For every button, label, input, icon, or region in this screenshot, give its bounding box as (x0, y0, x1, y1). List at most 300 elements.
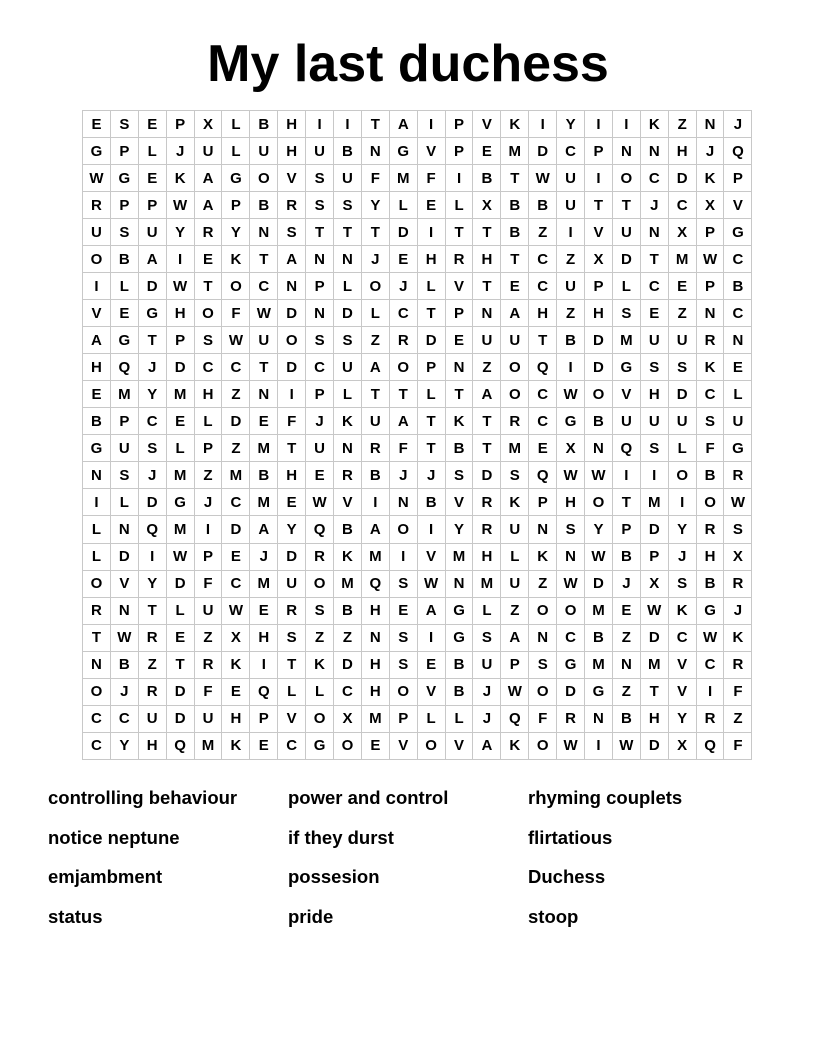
grid-cell: O (83, 246, 111, 273)
grid-cell: N (110, 516, 138, 543)
grid-cell: P (724, 165, 752, 192)
grid-cell: V (585, 219, 613, 246)
grid-cell: N (361, 624, 389, 651)
grid-row (83, 570, 752, 597)
grid-cell: U (138, 219, 166, 246)
grid-cell: L (445, 705, 473, 732)
grid-cell: Y (138, 381, 166, 408)
grid-cell: N (110, 597, 138, 624)
word-list-item: possesion (288, 866, 380, 887)
grid-cell: F (278, 408, 306, 435)
grid-cell: B (612, 543, 640, 570)
grid-cell: R (696, 327, 724, 354)
grid-cell: Q (612, 435, 640, 462)
grid-cell: R (138, 624, 166, 651)
grid-cell: R (557, 705, 585, 732)
grid-cell: W (696, 624, 724, 651)
grid-cell: T (138, 327, 166, 354)
grid-cell: J (306, 408, 334, 435)
grid-cell: U (194, 705, 222, 732)
grid-cell: V (445, 732, 473, 759)
grid-cell: D (278, 543, 306, 570)
grid-cell: J (724, 597, 752, 624)
grid-cell: D (585, 354, 613, 381)
grid-cell: R (724, 570, 752, 597)
grid-cell: C (557, 138, 585, 165)
grid-cell: H (696, 543, 724, 570)
grid-cell: E (222, 678, 250, 705)
grid-cell: Q (361, 570, 389, 597)
grid-cell: E (612, 597, 640, 624)
grid-row (83, 543, 752, 570)
grid-cell: Q (696, 732, 724, 759)
grid-cell: Z (529, 219, 557, 246)
grid-cell: T (640, 246, 668, 273)
grid-cell: L (166, 435, 194, 462)
grid-cell: C (529, 408, 557, 435)
grid-cell: E (83, 111, 111, 138)
grid-cell: Z (557, 300, 585, 327)
grid-cell: K (668, 597, 696, 624)
grid-cell: H (194, 381, 222, 408)
grid-cell: E (361, 732, 389, 759)
grid-cell: S (278, 219, 306, 246)
grid-cell: E (668, 273, 696, 300)
grid-cell: Y (668, 705, 696, 732)
grid-cell: D (334, 300, 362, 327)
grid-cell: O (557, 597, 585, 624)
grid-cell: I (585, 165, 613, 192)
grid-cell: E (222, 543, 250, 570)
grid-cell: C (696, 651, 724, 678)
grid-cell: E (306, 462, 334, 489)
grid-cell: L (417, 705, 445, 732)
grid-cell: W (696, 246, 724, 273)
grid-cell: K (334, 408, 362, 435)
grid-cell: N (361, 138, 389, 165)
grid-cell: G (83, 435, 111, 462)
grid-cell: G (696, 597, 724, 624)
grid-cell: L (110, 489, 138, 516)
grid-cell: C (529, 246, 557, 273)
grid-cell: U (250, 327, 278, 354)
grid-cell: B (529, 192, 557, 219)
grid-row (83, 192, 752, 219)
grid-cell: G (110, 327, 138, 354)
grid-cell: J (194, 489, 222, 516)
grid-cell: B (250, 111, 278, 138)
grid-cell: U (83, 219, 111, 246)
grid-cell: V (473, 111, 501, 138)
grid-cell: B (445, 435, 473, 462)
grid-cell: P (696, 273, 724, 300)
grid-cell: B (724, 273, 752, 300)
grid-cell: S (110, 111, 138, 138)
grid-cell: S (501, 462, 529, 489)
grid-cell: N (557, 543, 585, 570)
grid-cell: L (222, 111, 250, 138)
grid-row (83, 354, 752, 381)
grid-cell: E (250, 408, 278, 435)
grid-cell: T (445, 381, 473, 408)
grid-cell: N (696, 111, 724, 138)
grid-cell: N (612, 138, 640, 165)
grid-cell: I (585, 732, 613, 759)
grid-cell: I (194, 516, 222, 543)
grid-cell: C (83, 705, 111, 732)
grid-cell: S (557, 516, 585, 543)
grid-cell: E (110, 300, 138, 327)
grid-cell: A (194, 192, 222, 219)
grid-row (83, 435, 752, 462)
grid-cell: R (83, 597, 111, 624)
grid-cell: T (250, 354, 278, 381)
grid-cell: W (529, 165, 557, 192)
grid-cell: T (83, 624, 111, 651)
word-list-item: pride (288, 905, 334, 927)
grid-cell: Z (724, 705, 752, 732)
grid-cell: R (389, 327, 417, 354)
grid-cell: O (585, 381, 613, 408)
grid-cell: Q (724, 138, 752, 165)
grid-cell: N (83, 462, 111, 489)
grid-cell: D (222, 516, 250, 543)
grid-cell: N (250, 381, 278, 408)
grid-cell: G (445, 624, 473, 651)
grid-cell: V (389, 732, 417, 759)
grid-cell: O (222, 273, 250, 300)
grid-cell: U (501, 570, 529, 597)
grid-cell: K (696, 165, 724, 192)
grid-cell: H (361, 597, 389, 624)
grid-cell: U (501, 327, 529, 354)
grid-cell: M (110, 381, 138, 408)
grid-cell: B (445, 678, 473, 705)
grid-cell: K (222, 732, 250, 759)
grid-cell: C (529, 381, 557, 408)
grid-cell: F (696, 435, 724, 462)
grid-cell: O (668, 462, 696, 489)
grid-cell: W (557, 570, 585, 597)
grid-cell: S (389, 570, 417, 597)
grid-cell: K (334, 543, 362, 570)
grid-cell: A (361, 516, 389, 543)
grid-cell: D (557, 678, 585, 705)
grid-cell: I (83, 273, 111, 300)
grid-cell: Y (166, 219, 194, 246)
grid-cell: K (222, 651, 250, 678)
grid-cell: D (278, 354, 306, 381)
grid-cell: Z (306, 624, 334, 651)
grid-cell: K (501, 732, 529, 759)
grid-cell: U (612, 219, 640, 246)
grid-cell: B (557, 327, 585, 354)
grid-cell: K (222, 246, 250, 273)
grid-cell: Q (529, 354, 557, 381)
grid-cell: C (389, 300, 417, 327)
grid-cell: Y (445, 516, 473, 543)
grid-cell: C (724, 246, 752, 273)
grid-cell: J (389, 462, 417, 489)
grid-cell: L (278, 678, 306, 705)
grid-cell: N (529, 624, 557, 651)
grid-cell: G (166, 489, 194, 516)
grid-cell: U (640, 327, 668, 354)
grid-cell: O (361, 273, 389, 300)
grid-cell: X (222, 624, 250, 651)
grid-cell: W (222, 597, 250, 624)
grid-cell: Y (557, 111, 585, 138)
grid-cell: S (668, 570, 696, 597)
grid-cell: R (445, 246, 473, 273)
grid-cell: N (445, 354, 473, 381)
grid-cell: I (417, 516, 445, 543)
grid-cell: U (557, 273, 585, 300)
grid-cell: J (612, 570, 640, 597)
grid-cell: T (473, 435, 501, 462)
grid-cell: K (501, 111, 529, 138)
grid-cell: K (696, 354, 724, 381)
grid-cell: N (612, 651, 640, 678)
grid-cell: D (473, 462, 501, 489)
grid-cell: I (278, 381, 306, 408)
grid-row (83, 246, 752, 273)
grid-cell: K (445, 408, 473, 435)
grid-cell: Q (166, 732, 194, 759)
grid-cell: Y (278, 516, 306, 543)
grid-cell: W (166, 543, 194, 570)
grid-cell: O (250, 165, 278, 192)
word-list-item: Duchess (528, 866, 606, 887)
word-list-item: power and control (288, 787, 449, 808)
grid-cell: V (668, 678, 696, 705)
grid-cell: G (306, 732, 334, 759)
grid-cell: T (473, 408, 501, 435)
grid-cell: M (166, 462, 194, 489)
grid-cell: F (389, 435, 417, 462)
grid-cell: R (696, 516, 724, 543)
grid-cell: P (445, 111, 473, 138)
grid-cell: G (83, 138, 111, 165)
grid-cell: L (361, 300, 389, 327)
grid-cell: G (724, 435, 752, 462)
grid-cell: E (389, 597, 417, 624)
grid-cell: H (417, 246, 445, 273)
grid-cell: M (501, 138, 529, 165)
grid-cell: X (194, 111, 222, 138)
grid-cell: L (334, 381, 362, 408)
grid-cell: S (306, 597, 334, 624)
grid-cell: S (696, 408, 724, 435)
grid-cell: M (640, 651, 668, 678)
grid-cell: L (110, 273, 138, 300)
grid-cell: O (194, 300, 222, 327)
grid-cell: A (278, 246, 306, 273)
grid-cell: T (417, 435, 445, 462)
grid-cell: Y (138, 570, 166, 597)
grid-cell: P (501, 651, 529, 678)
grid-cell: T (417, 300, 445, 327)
grid-cell: T (194, 273, 222, 300)
grid-cell: W (417, 570, 445, 597)
grid-cell: M (473, 570, 501, 597)
grid-cell: J (724, 111, 752, 138)
grid-row (83, 624, 752, 651)
grid-cell: S (389, 624, 417, 651)
grid-cell: V (417, 138, 445, 165)
grid-row (83, 300, 752, 327)
grid-cell: C (640, 273, 668, 300)
grid-cell: D (166, 570, 194, 597)
grid-cell: Z (668, 300, 696, 327)
grid-cell: J (389, 273, 417, 300)
word-list-item: status (48, 905, 103, 927)
grid-cell: H (83, 354, 111, 381)
grid-cell: O (529, 597, 557, 624)
grid-cell: G (585, 678, 613, 705)
grid-cell: D (612, 246, 640, 273)
grid-cell: B (334, 516, 362, 543)
grid-cell: W (83, 165, 111, 192)
grid-cell: P (529, 489, 557, 516)
grid-cell: E (417, 192, 445, 219)
grid-cell: O (612, 165, 640, 192)
grid-cell: H (138, 732, 166, 759)
grid-cell: O (83, 570, 111, 597)
grid-cell: F (194, 570, 222, 597)
grid-cell: I (417, 219, 445, 246)
grid-cell: X (473, 192, 501, 219)
grid-cell: H (278, 462, 306, 489)
grid-cell: W (222, 327, 250, 354)
grid-cell: I (334, 111, 362, 138)
grid-cell: S (445, 462, 473, 489)
grid-cell: O (83, 678, 111, 705)
grid-cell: J (250, 543, 278, 570)
grid-cell: A (417, 597, 445, 624)
grid-cell: C (668, 624, 696, 651)
grid-cell: W (250, 300, 278, 327)
grid-cell: W (501, 678, 529, 705)
grid-cell: I (417, 111, 445, 138)
grid-cell: V (612, 381, 640, 408)
grid-cell: S (278, 624, 306, 651)
grid-cell: M (389, 165, 417, 192)
grid-cell: U (110, 435, 138, 462)
grid-cell: G (557, 651, 585, 678)
word-list-item: stoop (528, 905, 579, 927)
grid-cell: P (640, 543, 668, 570)
grid-cell: H (278, 111, 306, 138)
grid-cell: A (138, 246, 166, 273)
grid-cell: W (166, 273, 194, 300)
grid-cell: I (83, 489, 111, 516)
grid-cell: B (585, 408, 613, 435)
grid-cell: F (194, 678, 222, 705)
grid-cell: X (668, 732, 696, 759)
grid-cell: R (724, 651, 752, 678)
grid-cell: E (194, 246, 222, 273)
grid-cell: O (306, 570, 334, 597)
grid-cell: E (473, 138, 501, 165)
grid-cell: I (445, 165, 473, 192)
word-search-grid (82, 110, 752, 760)
grid-cell: C (138, 408, 166, 435)
grid-cell: L (724, 381, 752, 408)
grid-cell: D (138, 489, 166, 516)
grid-cell: X (668, 219, 696, 246)
grid-cell: S (138, 435, 166, 462)
grid-cell: B (445, 651, 473, 678)
grid-cell: D (166, 678, 194, 705)
grid-cell: X (557, 435, 585, 462)
grid-cell: U (724, 408, 752, 435)
grid-cell: G (110, 165, 138, 192)
grid-cell: S (110, 462, 138, 489)
grid-cell: V (417, 678, 445, 705)
grid-cell: I (585, 111, 613, 138)
grid-cell: I (166, 246, 194, 273)
grid-cell: L (138, 138, 166, 165)
grid-cell: T (250, 246, 278, 273)
grid-cell: D (585, 570, 613, 597)
grid-cell: P (194, 435, 222, 462)
grid-cell: U (361, 408, 389, 435)
grid-cell: O (334, 732, 362, 759)
grid-cell: K (501, 489, 529, 516)
grid-cell: D (166, 705, 194, 732)
grid-cell: A (389, 408, 417, 435)
grid-cell: L (334, 273, 362, 300)
grid-cell: H (250, 624, 278, 651)
grid-cell: D (417, 327, 445, 354)
grid-cell: P (696, 219, 724, 246)
grid-cell: R (194, 219, 222, 246)
grid-cell: E (640, 300, 668, 327)
grid-cell: I (612, 462, 640, 489)
grid-cell: R (473, 516, 501, 543)
grid-cell: V (445, 489, 473, 516)
grid-cell: R (334, 462, 362, 489)
word-list-item: flirtatious (528, 826, 613, 848)
grid-cell: G (222, 165, 250, 192)
word-list (48, 778, 768, 936)
grid-cell: D (585, 327, 613, 354)
grid-cell: S (640, 354, 668, 381)
grid-cell: I (306, 111, 334, 138)
grid-cell: N (585, 435, 613, 462)
grid-cell: B (361, 462, 389, 489)
grid-cell: T (501, 246, 529, 273)
grid-cell: W (557, 462, 585, 489)
grid-cell: H (278, 138, 306, 165)
grid-cell: M (334, 570, 362, 597)
grid-cell: C (529, 273, 557, 300)
grid-row (83, 678, 752, 705)
grid-cell: T (166, 651, 194, 678)
grid-cell: C (194, 354, 222, 381)
grid-cell: P (194, 543, 222, 570)
grid-cell: O (389, 354, 417, 381)
grid-cell: B (417, 489, 445, 516)
grid-cell: G (557, 408, 585, 435)
grid-cell: P (222, 192, 250, 219)
grid-cell: N (640, 219, 668, 246)
grid-cell: N (306, 246, 334, 273)
grid-cell: Q (501, 705, 529, 732)
grid-cell: U (194, 597, 222, 624)
grid-cell: T (612, 489, 640, 516)
